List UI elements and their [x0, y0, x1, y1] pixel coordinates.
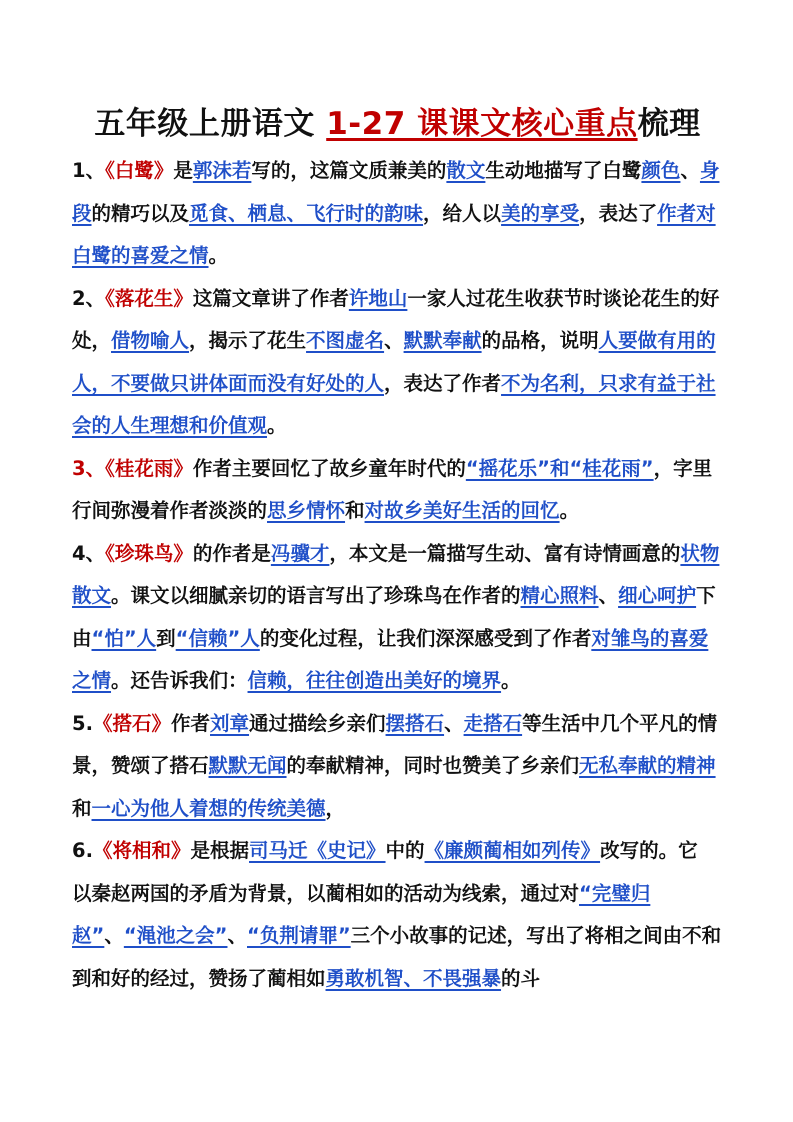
key-point: 美的享受	[501, 201, 580, 225]
key-point: 散文	[446, 159, 486, 182]
key-point: 许地山	[348, 286, 408, 310]
key-point: “渑池之会”	[123, 924, 228, 947]
key-point: 默默无闻	[208, 754, 287, 777]
key-point: 觅食、栖息、飞行时的韵味	[189, 201, 424, 225]
text-segment: 、	[384, 329, 404, 352]
title-highlight: 1-27 课课文核心重点	[326, 106, 638, 142]
text-segment: 。	[267, 414, 287, 437]
text-segment: 的奉献精神，同时也赞美了乡亲们	[286, 754, 580, 777]
key-point: 对雏鸟的喜爱之情	[72, 626, 709, 692]
text-segment: 作者	[171, 711, 211, 735]
lesson-title: 《白鹭》	[105, 159, 174, 182]
text-segment: 三个小故事的记述，写出了将相之间由不和到和好的经过，赞扬了蔺相如	[72, 924, 722, 990]
text-segment: 2、	[72, 286, 106, 310]
text-segment: 、	[444, 711, 464, 735]
key-point: “信赖”人	[175, 626, 260, 650]
text-segment: 4、	[72, 541, 106, 565]
text-segment: ，揭示了花生	[189, 329, 307, 352]
text-segment: 5.	[72, 711, 93, 735]
lesson-title: 《搭石》	[92, 711, 171, 735]
key-point: “怕”人	[91, 626, 157, 650]
text-segment: 的变化过程，让我们深深感受到了作者	[259, 626, 592, 650]
lesson-paragraph	[72, 448, 723, 533]
key-point: “负荆请罪”	[247, 924, 351, 947]
text-segment: 写的，这篇文质兼美的	[251, 159, 447, 182]
lesson-paragraph	[72, 533, 723, 703]
key-point: 郭沫若	[192, 159, 252, 182]
key-point: 摆搭石	[385, 711, 445, 735]
text-segment: ，表达了	[579, 201, 658, 225]
key-point: 颜色	[641, 159, 681, 182]
text-segment: 改写的。它 以秦赵两国的矛盾为背景，以蔺相如的活动为线索，通过对	[72, 839, 698, 905]
lesson-paragraph	[72, 278, 723, 448]
key-point: 勇敢机智、不畏强暴	[325, 966, 502, 990]
page-title	[72, 104, 723, 144]
text-segment: 等生活中几个平凡的情景，赞颂了搭石	[72, 711, 718, 777]
lesson-title: 《珍珠鸟》	[105, 541, 193, 565]
text-segment: 一家人过花生收获节时谈论花生的好处，	[72, 286, 720, 352]
text-segment: 生动地描写了白鹭	[485, 159, 642, 182]
lesson-paragraph	[72, 830, 723, 1000]
lesson-paragraph	[72, 703, 723, 831]
text-segment: 、	[104, 924, 124, 947]
text-segment: 、	[227, 924, 247, 947]
text-segment: 作者主要回忆了故乡童年时代的	[192, 456, 466, 480]
text-segment: 。	[208, 244, 229, 267]
lesson-title: 3、《桂花雨》	[72, 456, 193, 480]
text-segment: 的精巧以及	[91, 201, 190, 225]
key-point: 无私奉献的精神	[579, 754, 716, 777]
text-segment: ，本文是一篇描写生动、富有诗情画意的	[329, 541, 681, 565]
text-segment: 是根据	[190, 839, 250, 862]
text-segment: 。还告诉我们：	[111, 669, 248, 692]
text-segment: 中的	[385, 839, 425, 862]
text-segment: 和	[345, 499, 365, 522]
text-segment: 下由	[72, 584, 716, 650]
key-point: 司马迁《史记》	[249, 839, 386, 862]
key-point: 默默奉献	[403, 329, 482, 352]
lesson-paragraph	[72, 150, 723, 278]
key-point: 状物散文	[72, 541, 720, 607]
text-segment: 到	[156, 626, 176, 650]
key-point: 对故乡美好生活的回忆	[364, 499, 560, 522]
text-segment: ，	[325, 796, 346, 820]
lesson-title: 《落花生》	[105, 286, 193, 310]
text-segment: 的作者是	[192, 541, 271, 565]
key-point: 精心照料	[520, 584, 599, 607]
key-point: 思乡情怀	[267, 499, 346, 522]
text-segment: ，表达了作者	[384, 371, 502, 395]
text-segment: 6.	[72, 839, 93, 862]
text-segment: ，给人以	[423, 201, 502, 225]
key-point: 冯骥才	[270, 541, 330, 565]
text-segment: 、	[680, 159, 700, 182]
key-point: 走搭石	[463, 711, 523, 735]
key-point: “摇花乐”和“桂花雨”	[465, 456, 654, 480]
text-segment: 1、	[72, 159, 106, 182]
text-segment: 通过描绘乡亲们	[249, 711, 386, 735]
key-point: 细心呵护	[618, 584, 697, 607]
title-suffix: 梳理	[637, 106, 701, 142]
key-point: 身段	[72, 159, 720, 225]
key-point: 刘章	[210, 711, 250, 735]
lesson-title: 《将相和》	[92, 839, 191, 862]
text-segment: 。	[501, 669, 521, 692]
text-segment: 。	[559, 499, 580, 522]
key-point: 作者对白鹭的喜爱之情	[72, 201, 716, 267]
text-segment: 、	[598, 584, 619, 607]
key-point: 不图虚名	[306, 329, 385, 352]
text-segment: 。课文以细腻亲切的语言写出了珍珠鸟在作者的	[111, 584, 521, 607]
text-segment: 的斗	[501, 966, 541, 990]
text-segment: 是	[173, 159, 193, 182]
key-point: 借物喻人	[111, 329, 190, 352]
key-point: 人要做有用的人，不要做只讲体面而没有好处的人	[72, 329, 716, 395]
text-segment: ，字里行间弥漫着作者淡淡的	[72, 456, 713, 522]
text-segment: 这篇文章讲了作者	[192, 286, 349, 310]
text-segment: 和	[72, 796, 92, 820]
key-point: 不为名利，只求有益于社会的人生理想和价值观	[72, 371, 716, 437]
key-point: “完璧归赵”	[72, 881, 651, 947]
lesson-notes	[72, 150, 723, 1000]
title-text: 五年级上册语文	[94, 106, 327, 142]
key-point: 一心为他人着想的传统美德	[91, 796, 326, 820]
key-point: 《廉颇蔺相如列传》	[424, 839, 601, 862]
text-segment: 的品格，说明	[481, 329, 599, 352]
key-point: 信赖，往往创造出美好的境界	[247, 669, 502, 692]
